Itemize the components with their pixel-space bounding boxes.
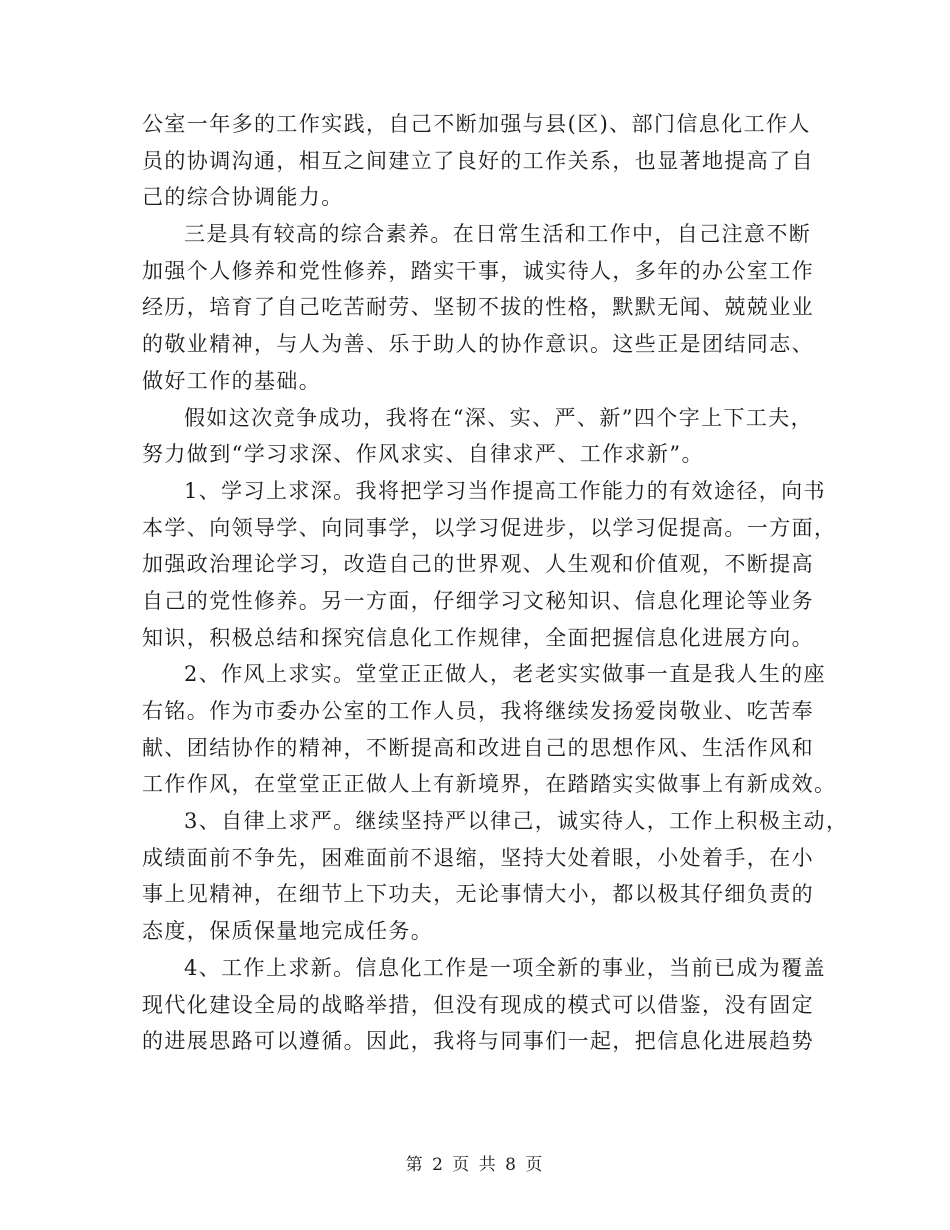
- text-line: 现代化建设全局的战略举措，但没有现成的模式可以借鉴，没有固定: [142, 992, 814, 1017]
- text-line: 做好工作的基础。: [142, 368, 322, 393]
- text-line: 员的协调沟通，相互之间建立了良好的工作关系，也显著地提高了自: [142, 148, 814, 173]
- text-line: 工作作风，在堂堂正正做人上有新境界，在踏踏实实做事上有新成效。: [142, 772, 837, 797]
- text-line: 献、团结协作的精神，不断提高和改进自己的思想作风、生活作风和: [142, 735, 814, 760]
- text-line: 1、学习上求深。我将把学习当作提高工作能力的有效途径，向书: [184, 478, 826, 503]
- text-line: 成绩面前不争先，困难面前不退缩，坚持大处着眼，小处着手，在小: [142, 845, 814, 870]
- text-line: 的进展思路可以遵循。因此，我将与同事们一起，把信息化进展趋势: [142, 1029, 814, 1054]
- text-line: 态度，保质保量地完成任务。: [142, 919, 434, 944]
- paragraph: [142, 656, 837, 803]
- paragraph: [142, 473, 837, 656]
- paragraph: [142, 400, 822, 473]
- document-body: [142, 106, 849, 1060]
- text-line: 事上见精神，在细节上下功夫，无论事情大小，都以极其仔细负责的: [142, 882, 814, 907]
- text-line: 本学、向领导学、向同事学，以学习促进步，以学习促提高。一方面，: [142, 515, 837, 540]
- text-line: 加强政治理论学习，改造自己的世界观、人生观和价值观，不断提高: [142, 552, 814, 577]
- text-line: 努力做到“学习求深、作风求实、自律求严、工作求新”。: [142, 442, 704, 467]
- text-line: 的敬业精神，与人为善、乐于助人的协作意识。这些正是团结同志、: [142, 332, 814, 357]
- text-line: 三是具有较高的综合素养。在日常生活和工作中，自己注意不断: [184, 222, 812, 247]
- paragraph: [142, 803, 849, 950]
- text-line: 加强个人修养和党性修养，踏实干事，诚实待人，多年的办公室工作: [142, 258, 814, 283]
- paragraph: [142, 950, 826, 1060]
- paragraph: [142, 216, 822, 399]
- page-footer: 第 2 页 共 8 页: [405, 1155, 545, 1175]
- text-line: 4、工作上求新。信息化工作是一项全新的事业，当前已成为覆盖: [184, 955, 826, 980]
- text-line: 己的综合协调能力。: [142, 185, 344, 210]
- text-line: 自己的党性修养。另一方面，仔细学习文秘知识、信息化理论等业务: [142, 588, 814, 613]
- text-line: 2、作风上求实。堂堂正正做人，老老实实做事一直是我人生的座: [184, 662, 826, 687]
- text-line: 知识，积极总结和探究信息化工作规律，全面把握信息化进展方向。: [142, 625, 814, 650]
- text-line: 3、自律上求严。继续坚持严以律己，诚实待人，工作上积极主动，: [184, 809, 849, 834]
- text-line: 假如这次竞争成功，我将在“深、实、严、新”四个字上下工夫，: [184, 405, 814, 430]
- text-line: 公室一年多的工作实践，自己不断加强与县(区)、部门信息化工作人: [142, 112, 811, 136]
- paragraph: [142, 106, 822, 216]
- text-line: 右铭。作为市委办公室的工作人员，我将继续发扬爱岗敬业、吃苦奉: [142, 699, 814, 723]
- text-line: 经历，培育了自己吃苦耐劳、坚韧不拔的性格，默默无闻、兢兢业业: [142, 295, 814, 320]
